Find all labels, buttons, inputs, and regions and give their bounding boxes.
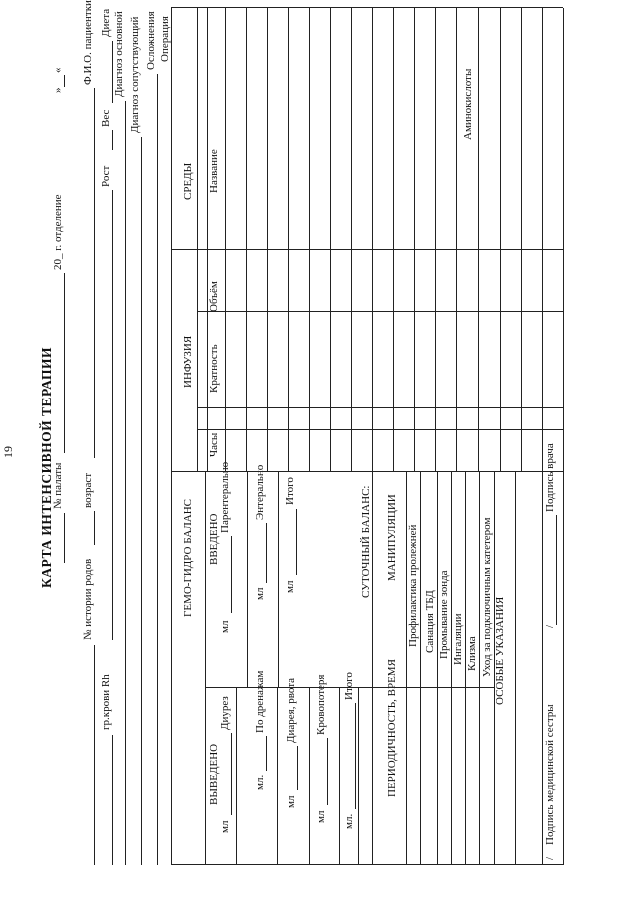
date-day-line[interactable]: [64, 75, 65, 87]
manipulations-split-line: [372, 687, 494, 688]
infusion-row-line: [330, 8, 331, 472]
infusion-header: ИНФУЗИЯ: [182, 335, 194, 388]
manipulation-row-line: [420, 472, 421, 865]
infusion-column-line: [197, 311, 563, 312]
balance-row-line: [236, 688, 237, 865]
ward-label: № палаты: [52, 462, 64, 509]
infusion-row-line: [351, 8, 352, 472]
complications-label: Осложнения: [145, 11, 157, 70]
parenteral-line[interactable]: [231, 536, 232, 613]
col-name-header: Название: [208, 149, 220, 193]
col-volume-header: Объём: [208, 281, 220, 312]
blood-loss-unit: мл: [315, 810, 327, 823]
infusion-column-line: [171, 249, 563, 250]
enteral-label: Энтерально: [254, 464, 266, 520]
balance-row-line: [309, 688, 310, 865]
parenteral-label: Парентерально: [219, 461, 231, 533]
infusion-row-line: [435, 8, 436, 472]
page-number: 19: [1, 446, 15, 458]
total-out-unit: мл.: [343, 813, 355, 829]
patient-name-label: Ф.И.О. пациентки: [82, 0, 94, 85]
infusion-column-line: [197, 429, 563, 430]
complications-line[interactable]: [157, 74, 158, 865]
parenteral-unit: мл: [219, 620, 231, 633]
instructions-row-line: [494, 472, 495, 865]
infusion-row-line: [542, 8, 543, 472]
manipulation-item: Ингаляции: [452, 613, 464, 665]
table-left-border: [171, 7, 563, 8]
infusion-row-line: [309, 8, 310, 472]
page-title: КАРТА ИНТЕНСИВНОЙ ТЕРАПИИ: [39, 347, 54, 588]
infusion-row-line: [414, 8, 415, 472]
date-quote-open: «: [52, 67, 64, 73]
diarrhea-vomit-line[interactable]: [297, 746, 298, 790]
doctor-signature-line[interactable]: [556, 515, 557, 625]
height-line[interactable]: [112, 190, 113, 640]
excreted-header: ВЫВЕДЕНО: [208, 743, 220, 805]
blood-type-line[interactable]: [112, 735, 113, 865]
age-label: возраст: [82, 472, 94, 508]
balance-row-line: [358, 688, 359, 865]
table-top-border: [171, 8, 172, 865]
media-header: СРЕДЫ: [182, 162, 194, 200]
birth-history-label: № истории родов: [82, 558, 94, 640]
instructions-row-line: [542, 472, 543, 865]
drainage-label: По дренажам: [254, 670, 266, 733]
birth-history-line[interactable]: [94, 645, 95, 865]
instructions-row-line: [515, 472, 516, 865]
col-hours-header: Часы: [208, 432, 220, 457]
ward-line[interactable]: [64, 513, 65, 563]
enteral-line[interactable]: [266, 523, 267, 583]
total-out-label: Итого: [343, 672, 355, 700]
total-in-unit: мл: [284, 580, 296, 593]
daily-balance-label: СУТОЧНЫЙ БАЛАНС:: [360, 485, 372, 598]
manipulation-row-line: [451, 472, 452, 865]
infusion-row-line: [456, 8, 457, 472]
diet-label: Диета: [100, 8, 112, 37]
balance-title: ГЕМО-ГИДРО БАЛАНС: [182, 498, 194, 617]
nurse-signature-label: Подпись медицинской сестры: [544, 704, 556, 845]
date-quote-close: »: [52, 87, 64, 93]
balance-bottom-line: [372, 472, 373, 865]
total-in-line[interactable]: [296, 509, 297, 575]
infusion-row-line: [288, 8, 289, 472]
manipulation-item: Профилактика пролежней: [407, 524, 419, 647]
infusion-row-line: [393, 8, 394, 472]
diagnosis-accompanying-label: Диагноз сопутствующий: [129, 16, 141, 133]
infusion-column-line: [171, 471, 563, 472]
infusion-row-line: [207, 8, 208, 472]
total-in-label: Итого: [284, 477, 296, 505]
infusion-row-line: [267, 8, 268, 472]
blood-type-label: гр.крови Rh: [100, 674, 112, 730]
col-frequency-header: Кратность: [208, 344, 220, 393]
patient-name-line[interactable]: [94, 88, 95, 458]
balance-header-line: [205, 472, 206, 865]
enteral-unit: мл: [254, 587, 266, 600]
weight-line[interactable]: [112, 130, 113, 150]
diuresis-line[interactable]: [231, 733, 232, 815]
department-line[interactable]: [64, 273, 65, 453]
weight-label: Вес: [100, 109, 112, 127]
diarrhea-vomit-unit: мл: [285, 795, 297, 808]
balance-row-line: [247, 472, 248, 688]
manipulations-title: МАНИПУЛЯЦИИ: [386, 494, 398, 581]
balance-row-line: [339, 688, 340, 865]
special-instructions-title: ОСОБЫЕ УКАЗАНИЯ: [494, 596, 506, 705]
introduced-header: ВВЕДЕНО: [208, 513, 220, 565]
drainage-line[interactable]: [266, 736, 267, 771]
manipulation-row-line: [437, 472, 438, 865]
diagnosis-main-label: Диагноз основной: [113, 11, 125, 97]
infusion-row-line: [372, 8, 373, 472]
manipulation-row-line: [479, 472, 480, 865]
year-department-label: 20_ г. отделение: [52, 194, 64, 270]
balance-row-line: [278, 472, 279, 688]
diagnosis-accompanying-line[interactable]: [141, 137, 142, 865]
nurse-signature-slash: /: [544, 856, 556, 860]
diuresis-unit: мл: [219, 820, 231, 833]
manipulation-item: Промывание зонда: [438, 570, 450, 659]
manipulation-item: Уход за подключичным катетером: [481, 517, 493, 677]
diarrhea-vomit-label: Диарея, рвота: [285, 677, 297, 743]
infusion-row-line: [521, 8, 522, 472]
operation-label: Операция: [159, 16, 171, 62]
table-bottom-border: [563, 8, 564, 865]
manipulation-item: Клизма: [466, 636, 478, 671]
infusion-row-line: [478, 8, 479, 472]
balance-split-line: [205, 687, 372, 688]
infusion-row-line: [225, 8, 226, 472]
manipulation-item: Санация ТБД: [424, 590, 436, 653]
blood-loss-label: Кровопотеря: [315, 674, 327, 735]
infusion-column-line: [197, 407, 563, 408]
blood-loss-line[interactable]: [327, 738, 328, 805]
diagnosis-main-line[interactable]: [125, 101, 126, 865]
aminoacids-label: Аминокислоты: [462, 68, 474, 140]
table-right-border: [171, 864, 563, 865]
age-line[interactable]: [94, 511, 95, 545]
infusion-row-line: [197, 8, 198, 472]
balance-row-line: [277, 688, 278, 865]
diuresis-label: Диурез: [219, 696, 231, 730]
infusion-row-line: [246, 8, 247, 472]
doctor-signature-label: Подпись врача: [544, 443, 556, 512]
doctor-signature-slash: /: [544, 624, 556, 628]
periodicity-header: ПЕРИОДИЧНОСТЬ, ВРЕМЯ: [386, 659, 398, 797]
infusion-row-line: [500, 8, 501, 472]
total-out-line[interactable]: [355, 703, 356, 809]
height-label: Рост: [100, 165, 112, 187]
drainage-unit: мл.: [254, 774, 266, 790]
